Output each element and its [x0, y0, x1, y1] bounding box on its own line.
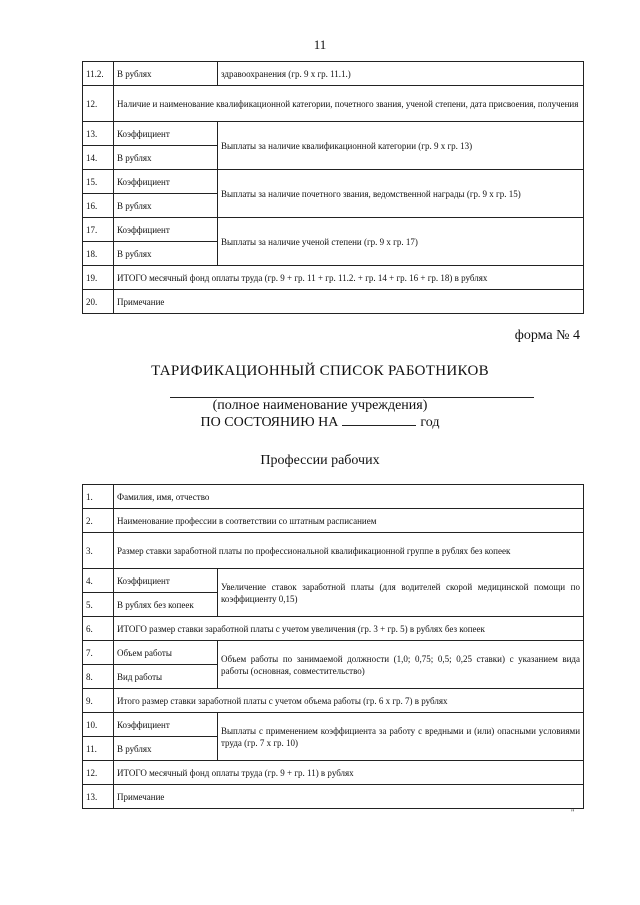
- row-label: В рублях без копеек: [114, 593, 218, 617]
- table-row: [83, 290, 584, 314]
- workers-tariff-table: [82, 484, 584, 809]
- row-text: ИТОГО месячный фонд оплаты труда (гр. 9 + гр. 11 + гр. 11.2. + гр. 14 + гр. 16 + гр. 18) в рублях: [114, 266, 584, 290]
- row-label: В рублях: [114, 737, 218, 761]
- row-number: 4.: [83, 569, 114, 593]
- row-number: 6.: [83, 617, 114, 641]
- as-of-prefix: ПО СОСТОЯНИЮ НА: [200, 415, 339, 430]
- table-row: [83, 62, 584, 86]
- row-number: 11.2.: [83, 62, 114, 86]
- row-label: Коэффициент: [114, 569, 218, 593]
- corner-mark: ": [571, 808, 575, 817]
- row-text: Примечание: [114, 290, 584, 314]
- row-number: 14.: [83, 146, 114, 170]
- row-description: Выплаты с применением коэффициента за работу с вредными и (или) опасными условиями труда (гр. 7 х гр. 10): [218, 713, 584, 761]
- row-number: 12.: [83, 86, 114, 122]
- row-number: 2.: [83, 509, 114, 533]
- table-row: [83, 485, 584, 509]
- row-text: Примечание: [114, 785, 584, 809]
- row-label: Коэффициент: [114, 713, 218, 737]
- row-text: Размер ставки заработной платы по профессиональной квалификационной группе в рублях без копеек: [114, 533, 584, 569]
- row-label: Коэффициент: [114, 122, 218, 146]
- row-description: Выплаты за наличие ученой степени (гр. 9 х гр. 17): [218, 218, 584, 266]
- row-description: Увеличение ставок заработной платы (для водителей скорой медицинской помощи по коэффициенту 0,15): [218, 569, 584, 617]
- row-number: 19.: [83, 266, 114, 290]
- row-description: Объем работы по занимаемой должности (1,0; 0,75; 0,5; 0,25 ставки) с указанием вида работы (основная, совместительство): [218, 641, 584, 689]
- row-label: Вид работы: [114, 665, 218, 689]
- row-text: ИТОГО месячный фонд оплаты труда (гр. 9 + гр. 11) в рублях: [114, 761, 584, 785]
- as-of-date-line: [0, 414, 640, 431]
- row-number: 7.: [83, 641, 114, 665]
- as-of-suffix: год: [420, 415, 440, 430]
- row-number: 20.: [83, 290, 114, 314]
- date-blank: [342, 414, 416, 426]
- row-number: 11.: [83, 737, 114, 761]
- row-label: Коэффициент: [114, 170, 218, 194]
- row-number: 1.: [83, 485, 114, 509]
- row-number: 15.: [83, 170, 114, 194]
- table-row: [83, 266, 584, 290]
- row-number: 13.: [83, 122, 114, 146]
- table-row: [83, 713, 584, 737]
- row-number: 10.: [83, 713, 114, 737]
- page-number: 11: [313, 37, 327, 52]
- row-text: Фамилия, имя, отчество: [114, 485, 584, 509]
- table-row: [83, 569, 584, 593]
- table-row: [83, 785, 584, 809]
- pay-fund-table-continued: [82, 61, 584, 314]
- table-row: [83, 617, 584, 641]
- institution-caption: (полное наименование учреждения): [212, 398, 428, 413]
- row-number: 12.: [83, 761, 114, 785]
- row-description: Выплаты за наличие почетного звания, ведомственной награды (гр. 9 х гр. 15): [218, 170, 584, 218]
- row-number: 3.: [83, 533, 114, 569]
- row-description: здравоохранения (гр. 9 х гр. 11.1.): [218, 62, 584, 86]
- row-text: Наименование профессии в соответствии со штатным расписанием: [114, 509, 584, 533]
- document-title: ТАРИФИКАЦИОННЫЙ СПИСОК РАБОТНИКОВ: [151, 363, 489, 379]
- row-text: Наличие и наименование квалификационной категории, почетного звания, ученой степени, дата присвоения, получения: [114, 86, 584, 122]
- table-row: [83, 641, 584, 665]
- row-number: 9.: [83, 689, 114, 713]
- row-label: В рублях: [114, 242, 218, 266]
- table-row: [83, 122, 584, 146]
- row-number: 16.: [83, 194, 114, 218]
- form-label: форма № 4: [514, 328, 580, 343]
- table-row: [83, 533, 584, 569]
- table-row: [83, 509, 584, 533]
- table-row: [83, 218, 584, 242]
- row-number: 17.: [83, 218, 114, 242]
- row-text: ИТОГО размер ставки заработной платы с учетом увеличения (гр. 3 + гр. 5) в рублях без копеек: [114, 617, 584, 641]
- row-label: В рублях: [114, 62, 218, 86]
- row-label: В рублях: [114, 146, 218, 170]
- table-row: [83, 170, 584, 194]
- row-label: Коэффициент: [114, 218, 218, 242]
- row-text: Итого размер ставки заработной платы с учетом объема работы (гр. 6 х гр. 7) в рублях: [114, 689, 584, 713]
- row-label: В рублях: [114, 194, 218, 218]
- row-label: Объем работы: [114, 641, 218, 665]
- row-number: 18.: [83, 242, 114, 266]
- row-number: 8.: [83, 665, 114, 689]
- table-row: [83, 761, 584, 785]
- section-title: Профессии рабочих: [260, 453, 380, 468]
- row-description: Выплаты за наличие квалификационной категории (гр. 9 х гр. 13): [218, 122, 584, 170]
- row-number: 13.: [83, 785, 114, 809]
- table-row: [83, 689, 584, 713]
- table-row: [83, 86, 584, 122]
- row-number: 5.: [83, 593, 114, 617]
